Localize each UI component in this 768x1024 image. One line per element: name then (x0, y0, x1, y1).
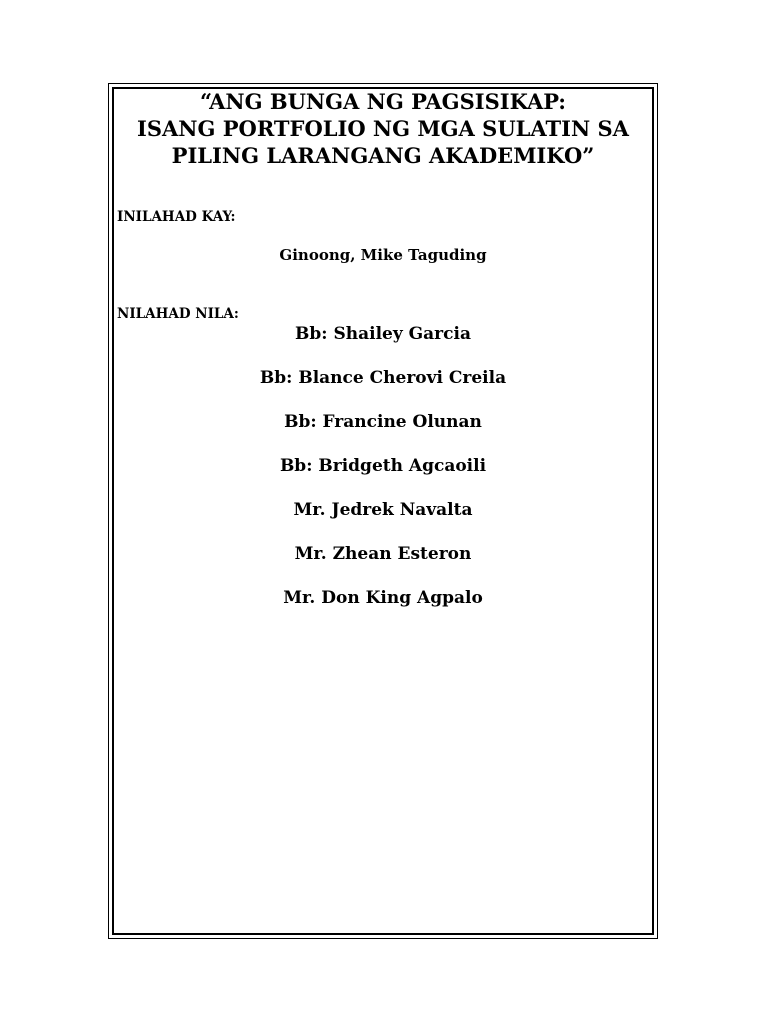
member-name: Mr. Don King Agpalo (283, 588, 483, 608)
member-name: Mr. Zhean Esteron (294, 544, 472, 564)
member-name: Bb: Blance Cherovi Creila (259, 368, 507, 388)
presented-by-label: NILAHAD NILA: (117, 306, 239, 322)
document-title (112, 88, 654, 169)
member-name: Bb: Shailey Garcia (295, 324, 471, 344)
title-line-1: “ANG BUNGA NG PAGSISIKAP: (199, 89, 567, 114)
member-list (112, 322, 654, 630)
member-name: Bb: Francine Olunan (284, 412, 482, 432)
member-name: Bb: Bridgeth Agcaoili (279, 456, 487, 476)
title-line-3: PILING LARANGANG AKADEMIKO” (171, 143, 595, 168)
title-line-2: ISANG PORTFOLIO NG MGA SULATIN SA (137, 116, 629, 141)
member-name: Mr. Jedrek Navalta (293, 500, 473, 520)
teacher-name: Ginoong, Mike Taguding (279, 246, 487, 264)
presented-to-label: INILAHAD KAY: (117, 209, 236, 225)
